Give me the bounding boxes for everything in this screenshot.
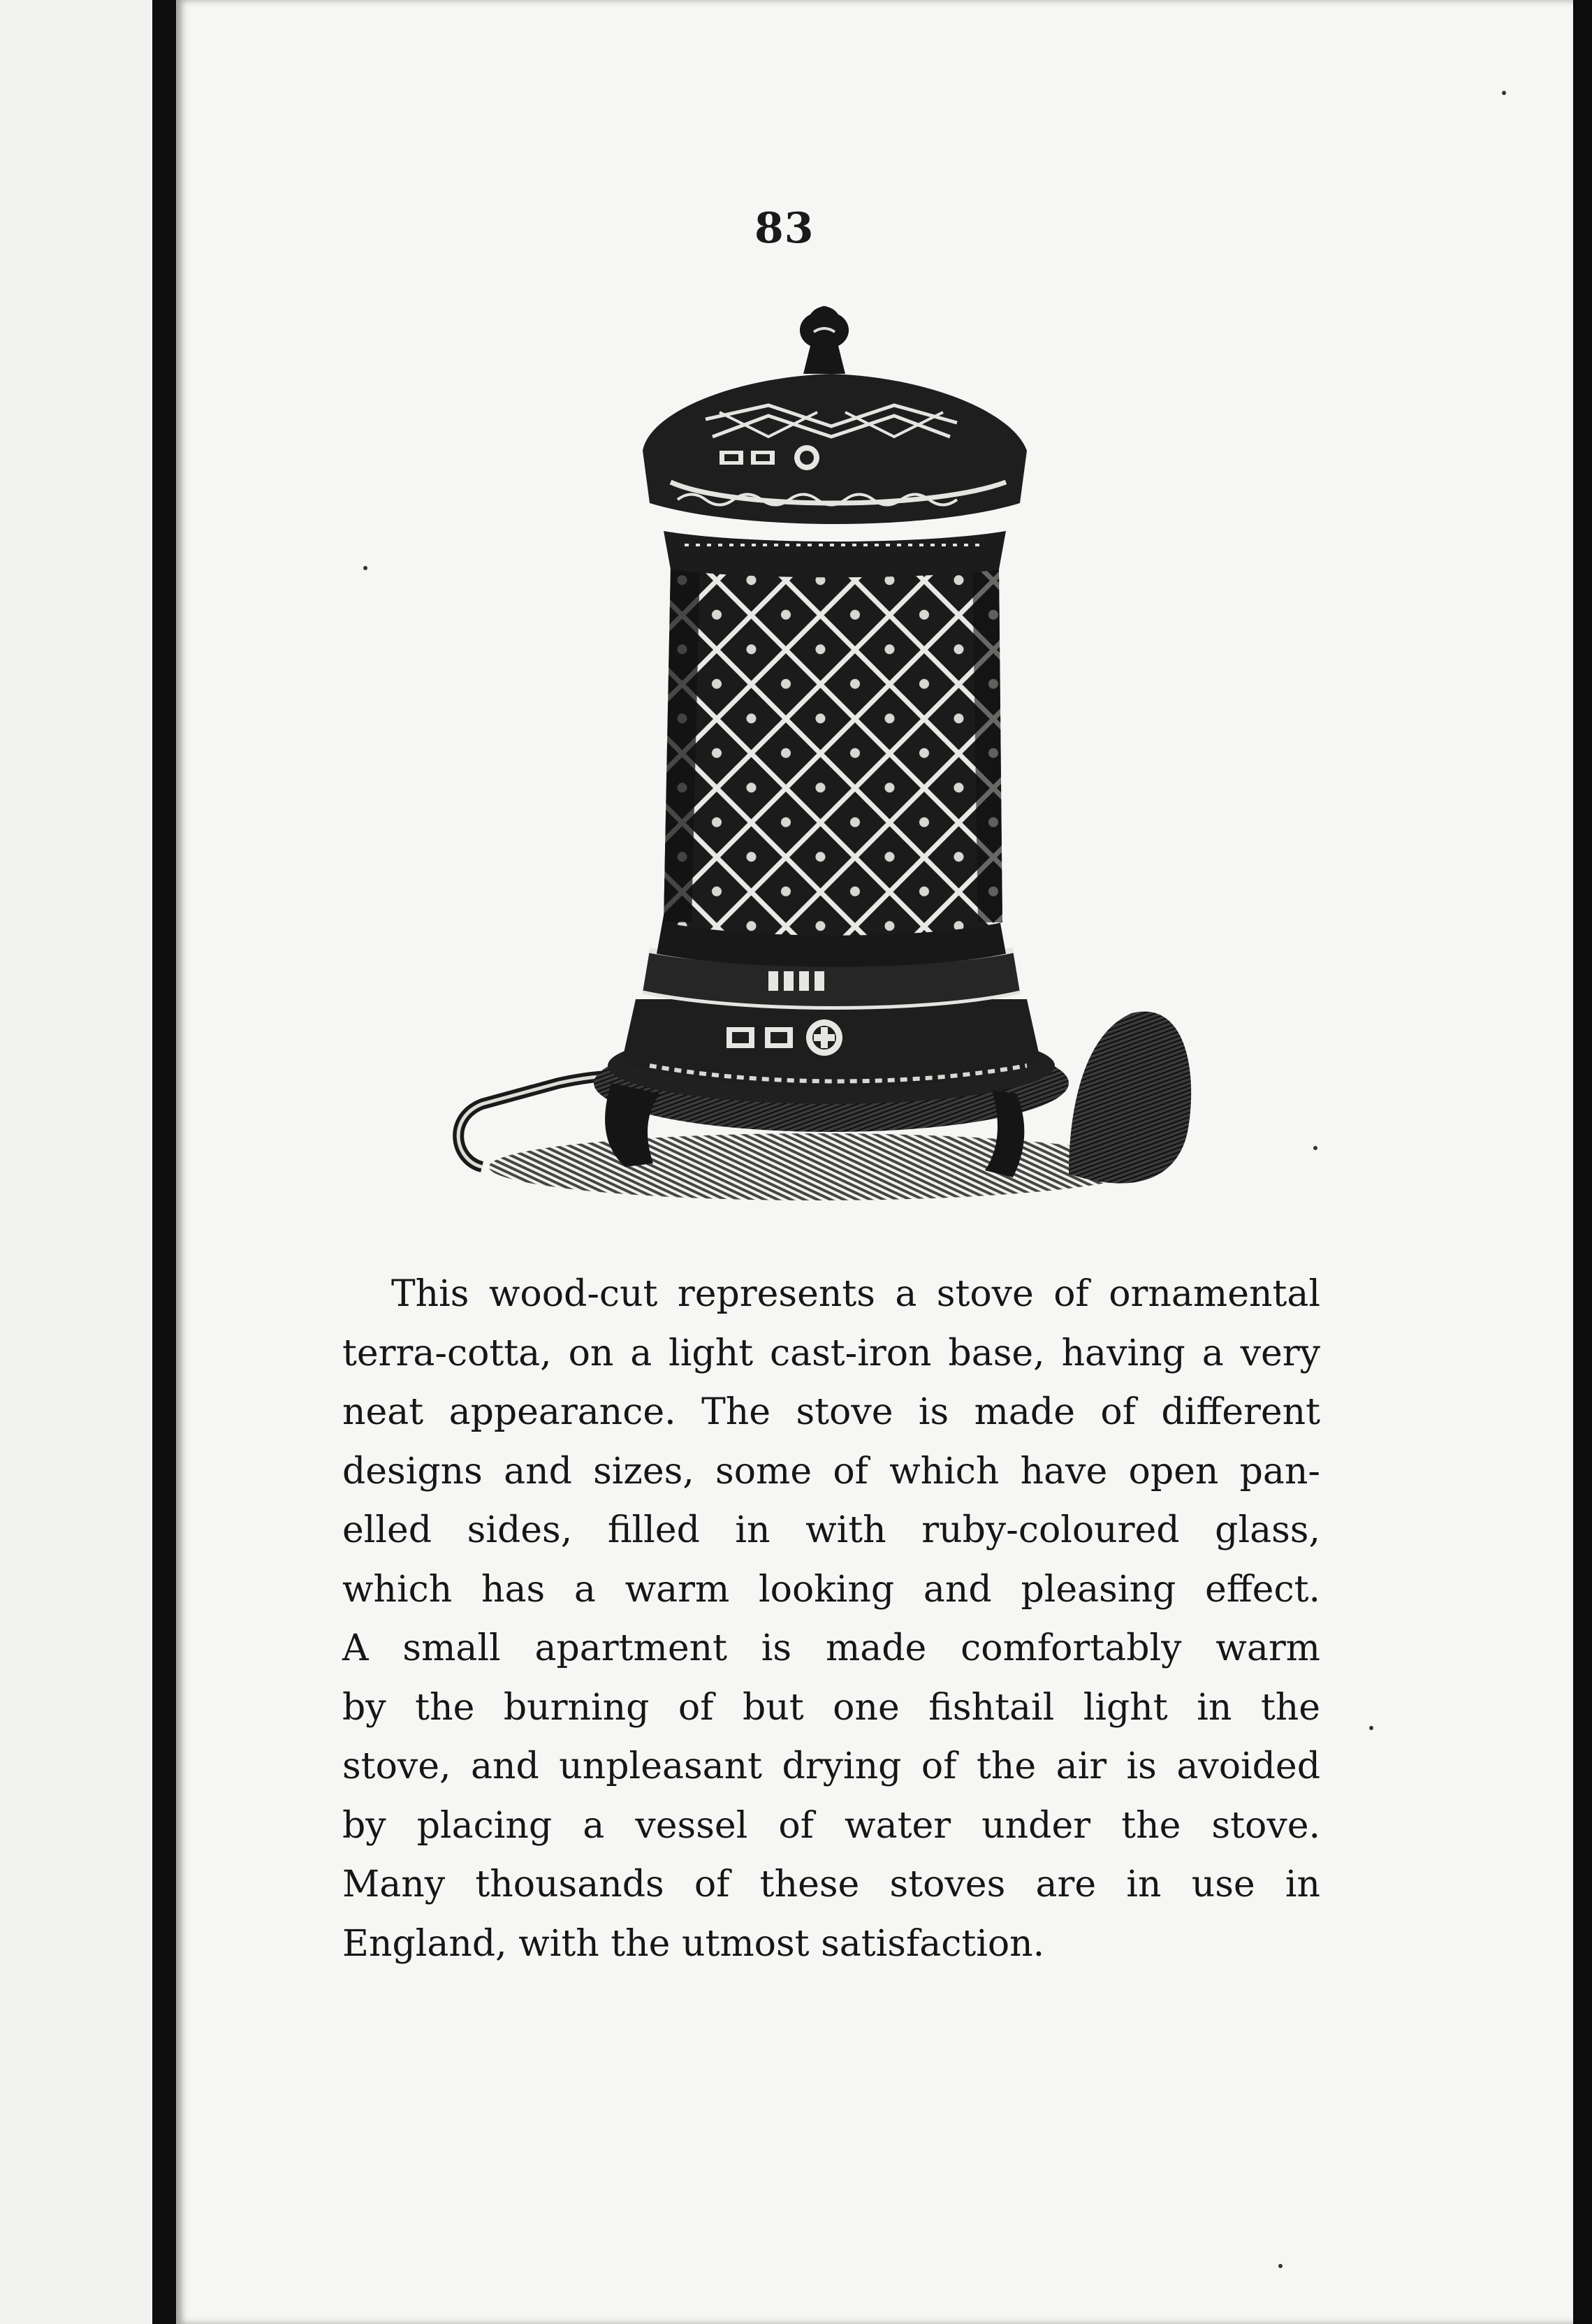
paragraph-line: This wood-cut represents a stove of ornamental bbox=[391, 1273, 1320, 1315]
page-number: 83 bbox=[754, 204, 815, 253]
scan-speck bbox=[363, 566, 367, 570]
paragraph-line: stove, and unpleasant drying of the air is avoided bbox=[342, 1745, 1320, 1787]
paragraph-line: which has a warm looking and pleasing effect. bbox=[342, 1568, 1320, 1611]
paragraph-line: A small apartment is made comfortably warm bbox=[342, 1627, 1320, 1669]
scan-speck bbox=[1313, 1146, 1317, 1150]
paragraph-line: by placing a vessel of water under the stove. bbox=[342, 1804, 1320, 1847]
scan-speck bbox=[1278, 2264, 1283, 2268]
paragraph-line: England, with the utmost satisfaction. bbox=[342, 1922, 1045, 1965]
stove-description-paragraph bbox=[342, 1265, 1320, 1973]
paragraph-line: neat appearance. The stove is made of different bbox=[342, 1391, 1320, 1433]
facing-page-edge bbox=[0, 0, 161, 2324]
paragraph-line: designs and sizes, some of which have open pan- bbox=[342, 1450, 1320, 1493]
paragraph-line: Many thousands of these stoves are in use in bbox=[342, 1864, 1320, 1905]
paragraph-line: elled sides, filled in with ruby-coloured glass, bbox=[342, 1509, 1320, 1551]
scan-speck bbox=[1369, 1726, 1373, 1730]
page-right-edge bbox=[1573, 0, 1592, 2324]
terra-cotta-stove-woodcut-icon bbox=[440, 300, 1208, 1230]
scan-speck bbox=[1502, 91, 1506, 95]
paragraph-line: by the burning of but one fishtail light in the bbox=[342, 1686, 1320, 1729]
paragraph-line: terra-cotta, on a light cast-iron base, having a very bbox=[342, 1332, 1320, 1374]
